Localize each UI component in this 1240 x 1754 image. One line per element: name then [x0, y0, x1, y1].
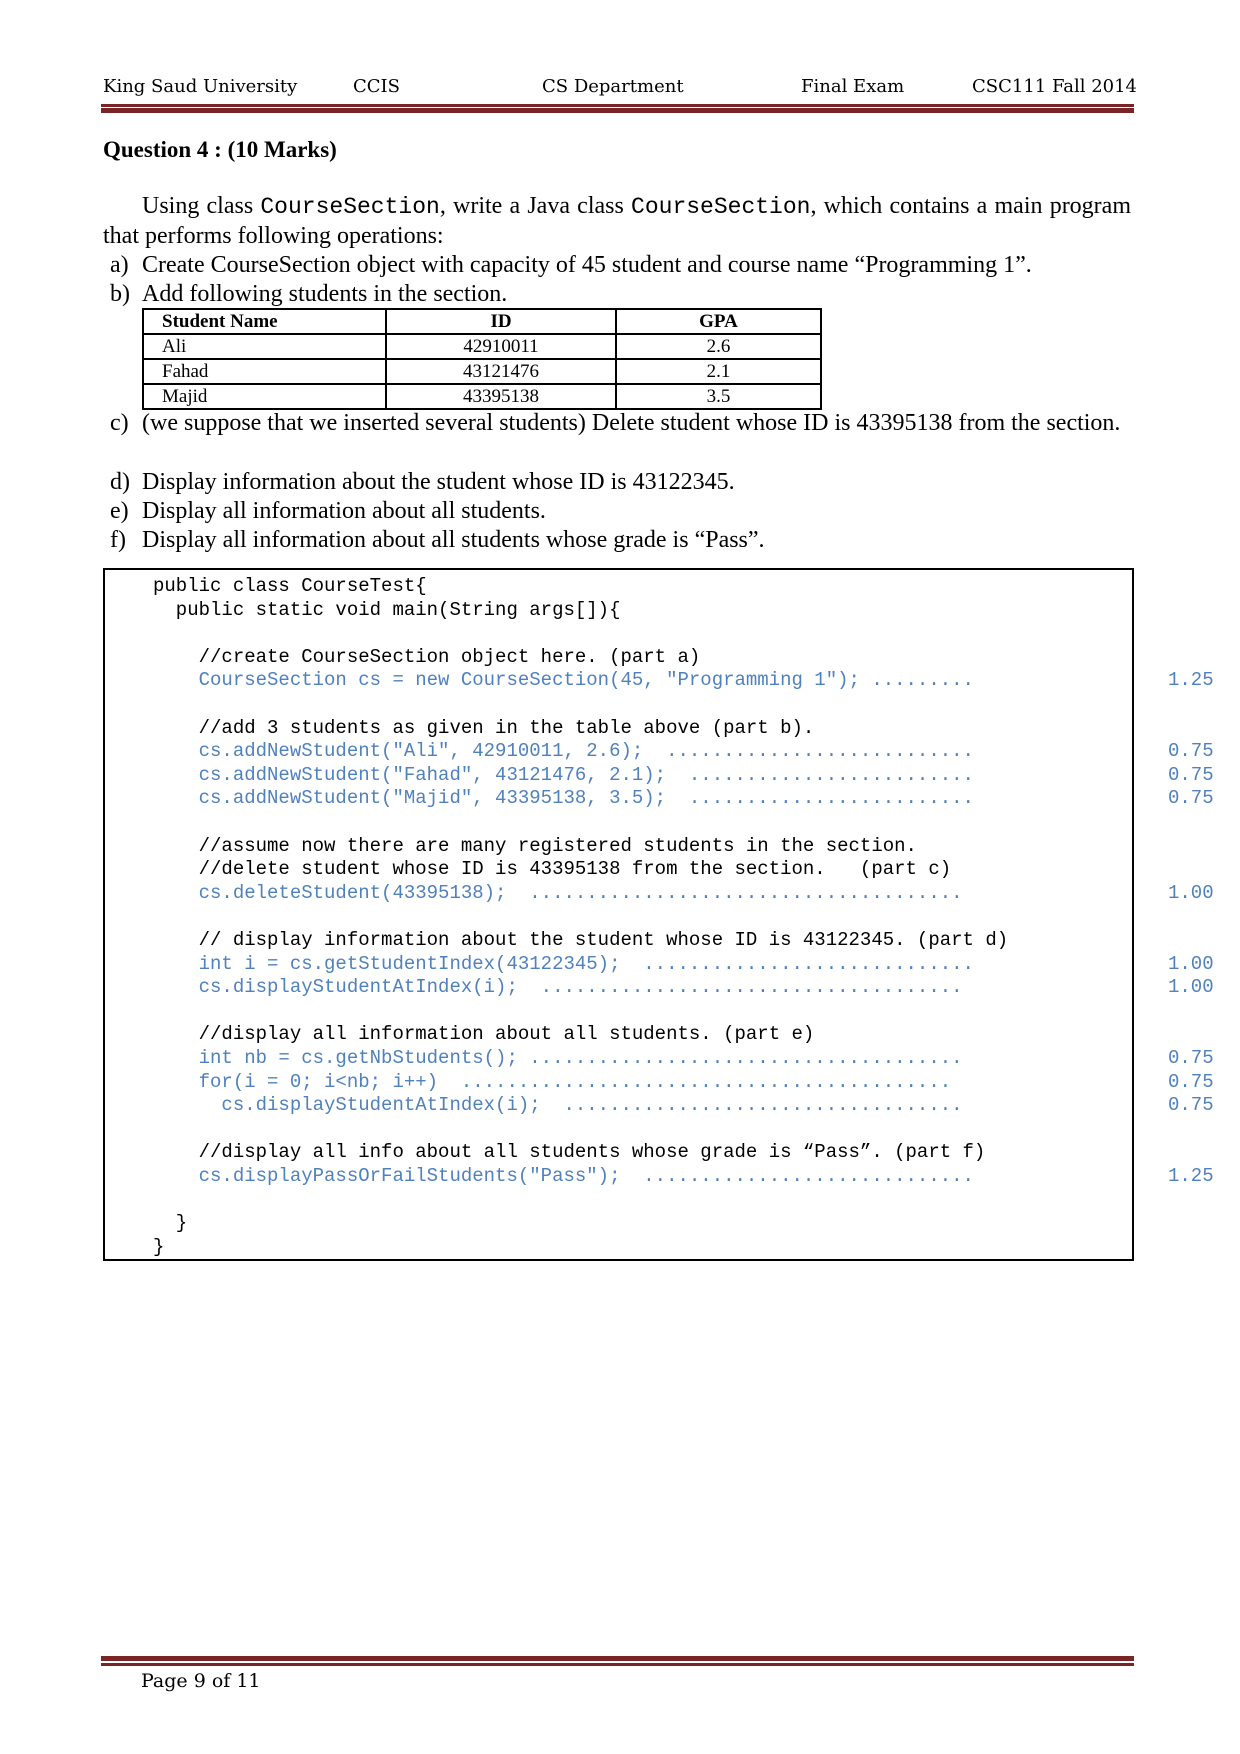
header-rule-thick	[101, 108, 1134, 113]
code-line: //delete student whose ID is 43395138 from the section. (part c)	[153, 858, 952, 881]
code-line: //assume now there are many registered students in the section.	[153, 834, 917, 857]
table-cell: Ali	[143, 334, 386, 359]
mark-value: 0.75	[1168, 740, 1214, 763]
code-line: for(i = 0; i<nb; i++) ...........................................	[153, 1070, 952, 1093]
code-line: int i = cs.getStudentIndex(43122345); .............................	[153, 952, 974, 975]
code-line: //display all info about all students whose grade is “Pass”. (part f)	[153, 1141, 986, 1164]
intro-class-name-1: CourseSection	[260, 194, 440, 220]
header-college: CCIS	[353, 76, 400, 97]
table-cell: Fahad	[143, 359, 386, 384]
table-cell: 43121476	[386, 359, 616, 384]
intro-text-b: , write a Java class	[439, 193, 632, 219]
table-header: Student Name	[143, 309, 386, 334]
code-line: cs.addNewStudent("Majid", 43395138, 3.5); .........................	[153, 787, 974, 810]
mark-value: 0.75	[1168, 787, 1214, 810]
page-number: Page 9 of 11	[141, 1670, 261, 1692]
intro-text-a: Using class	[142, 193, 261, 219]
code-line: }	[153, 1235, 165, 1258]
page-header	[103, 76, 1137, 100]
header-rule	[101, 104, 1134, 107]
question-intro	[103, 192, 1131, 251]
table-cell: 43395138	[386, 384, 616, 409]
code-line: cs.displayPassOrFailStudents("Pass"); .............................	[153, 1165, 974, 1187]
intro-class-name-2: CourseSection	[631, 194, 811, 220]
item-label: e)	[110, 498, 129, 524]
code-line: int nb = cs.getNbStudents(); ......................................	[153, 1047, 963, 1069]
item-label: d)	[110, 469, 130, 495]
item-text: Display information about the student whose ID is 43122345.	[142, 469, 735, 495]
table-header: GPA	[616, 309, 821, 334]
code-line: public static void main(String args[]){	[153, 598, 621, 621]
item-label: f)	[110, 527, 126, 553]
code-line: cs.displayStudentAtIndex(i); .....................................	[153, 976, 963, 999]
mark-value: 1.00	[1168, 881, 1214, 904]
table-cell: Majid	[143, 384, 386, 409]
table-cell: 2.6	[616, 334, 821, 359]
code-line: // display information about the student whose ID is 43122345. (part d)	[153, 929, 1009, 951]
code-line: //create CourseSection object here. (part a)	[153, 645, 701, 668]
header-department: CS Department	[542, 76, 684, 97]
mark-value: 0.75	[1168, 1070, 1214, 1093]
mark-value: 0.75	[1168, 1094, 1214, 1117]
item-label: c)	[110, 410, 129, 436]
code-line: CourseSection cs = new CourseSection(45, "Programming 1"); .........	[153, 669, 974, 692]
code-line: cs.displayStudentAtIndex(i); ...................................	[153, 1094, 963, 1117]
question-title: Question 4 : (10 Marks)	[103, 137, 337, 162]
table-header-row	[143, 309, 821, 334]
mark-value: 1.25	[1168, 669, 1214, 692]
code-line: cs.deleteStudent(43395138); ......................................	[153, 881, 963, 904]
mark-value: 1.25	[1168, 1165, 1214, 1187]
mark-value: 1.00	[1168, 952, 1214, 975]
intro-text-c: , which contains a main program that performs following operations:	[103, 193, 1131, 249]
item-text: (we suppose that we inserted several students) Delete student whose ID is 43395138 from the section.	[142, 410, 1121, 436]
footer-rule	[101, 1663, 1134, 1666]
table-row	[143, 359, 821, 384]
header-university: King Saud University	[103, 76, 298, 97]
code-line: //display all information about all students. (part e)	[153, 1023, 815, 1046]
table-row	[143, 384, 821, 409]
code-line: public class CourseTest{	[153, 575, 427, 597]
table-cell: 2.1	[616, 359, 821, 384]
header-course: CSC111 Fall 2014	[972, 76, 1137, 97]
item-text: Add following students in the section.	[142, 281, 508, 307]
mark-value: 0.75	[1168, 763, 1214, 786]
item-text: Display all information about all students.	[142, 498, 546, 524]
students-table	[142, 308, 822, 410]
code-answer-box	[103, 568, 1214, 1261]
footer-rule-thick	[101, 1656, 1134, 1661]
table-cell: 3.5	[616, 384, 821, 409]
item-label: a)	[110, 252, 129, 278]
item-text: Create CourseSection object with capacity of 45 student and course name “Programming 1”.	[142, 252, 1032, 278]
item-text: Display all information about all students whose grade is “Pass”.	[142, 527, 765, 553]
table-row	[143, 334, 821, 359]
mark-value: 1.00	[1168, 976, 1214, 999]
item-label: b)	[110, 281, 130, 307]
mark-value: 0.75	[1168, 1047, 1214, 1069]
table-header: ID	[386, 309, 616, 334]
code-line: cs.addNewStudent("Fahad", 43121476, 2.1); .........................	[153, 763, 974, 786]
code-line: cs.addNewStudent("Ali", 42910011, 2.6); ...........................	[153, 740, 974, 763]
code-line: }	[153, 1212, 188, 1235]
table-cell: 42910011	[386, 334, 616, 359]
code-line: //add 3 students as given in the table above (part b).	[153, 716, 815, 739]
header-exam: Final Exam	[801, 76, 905, 97]
